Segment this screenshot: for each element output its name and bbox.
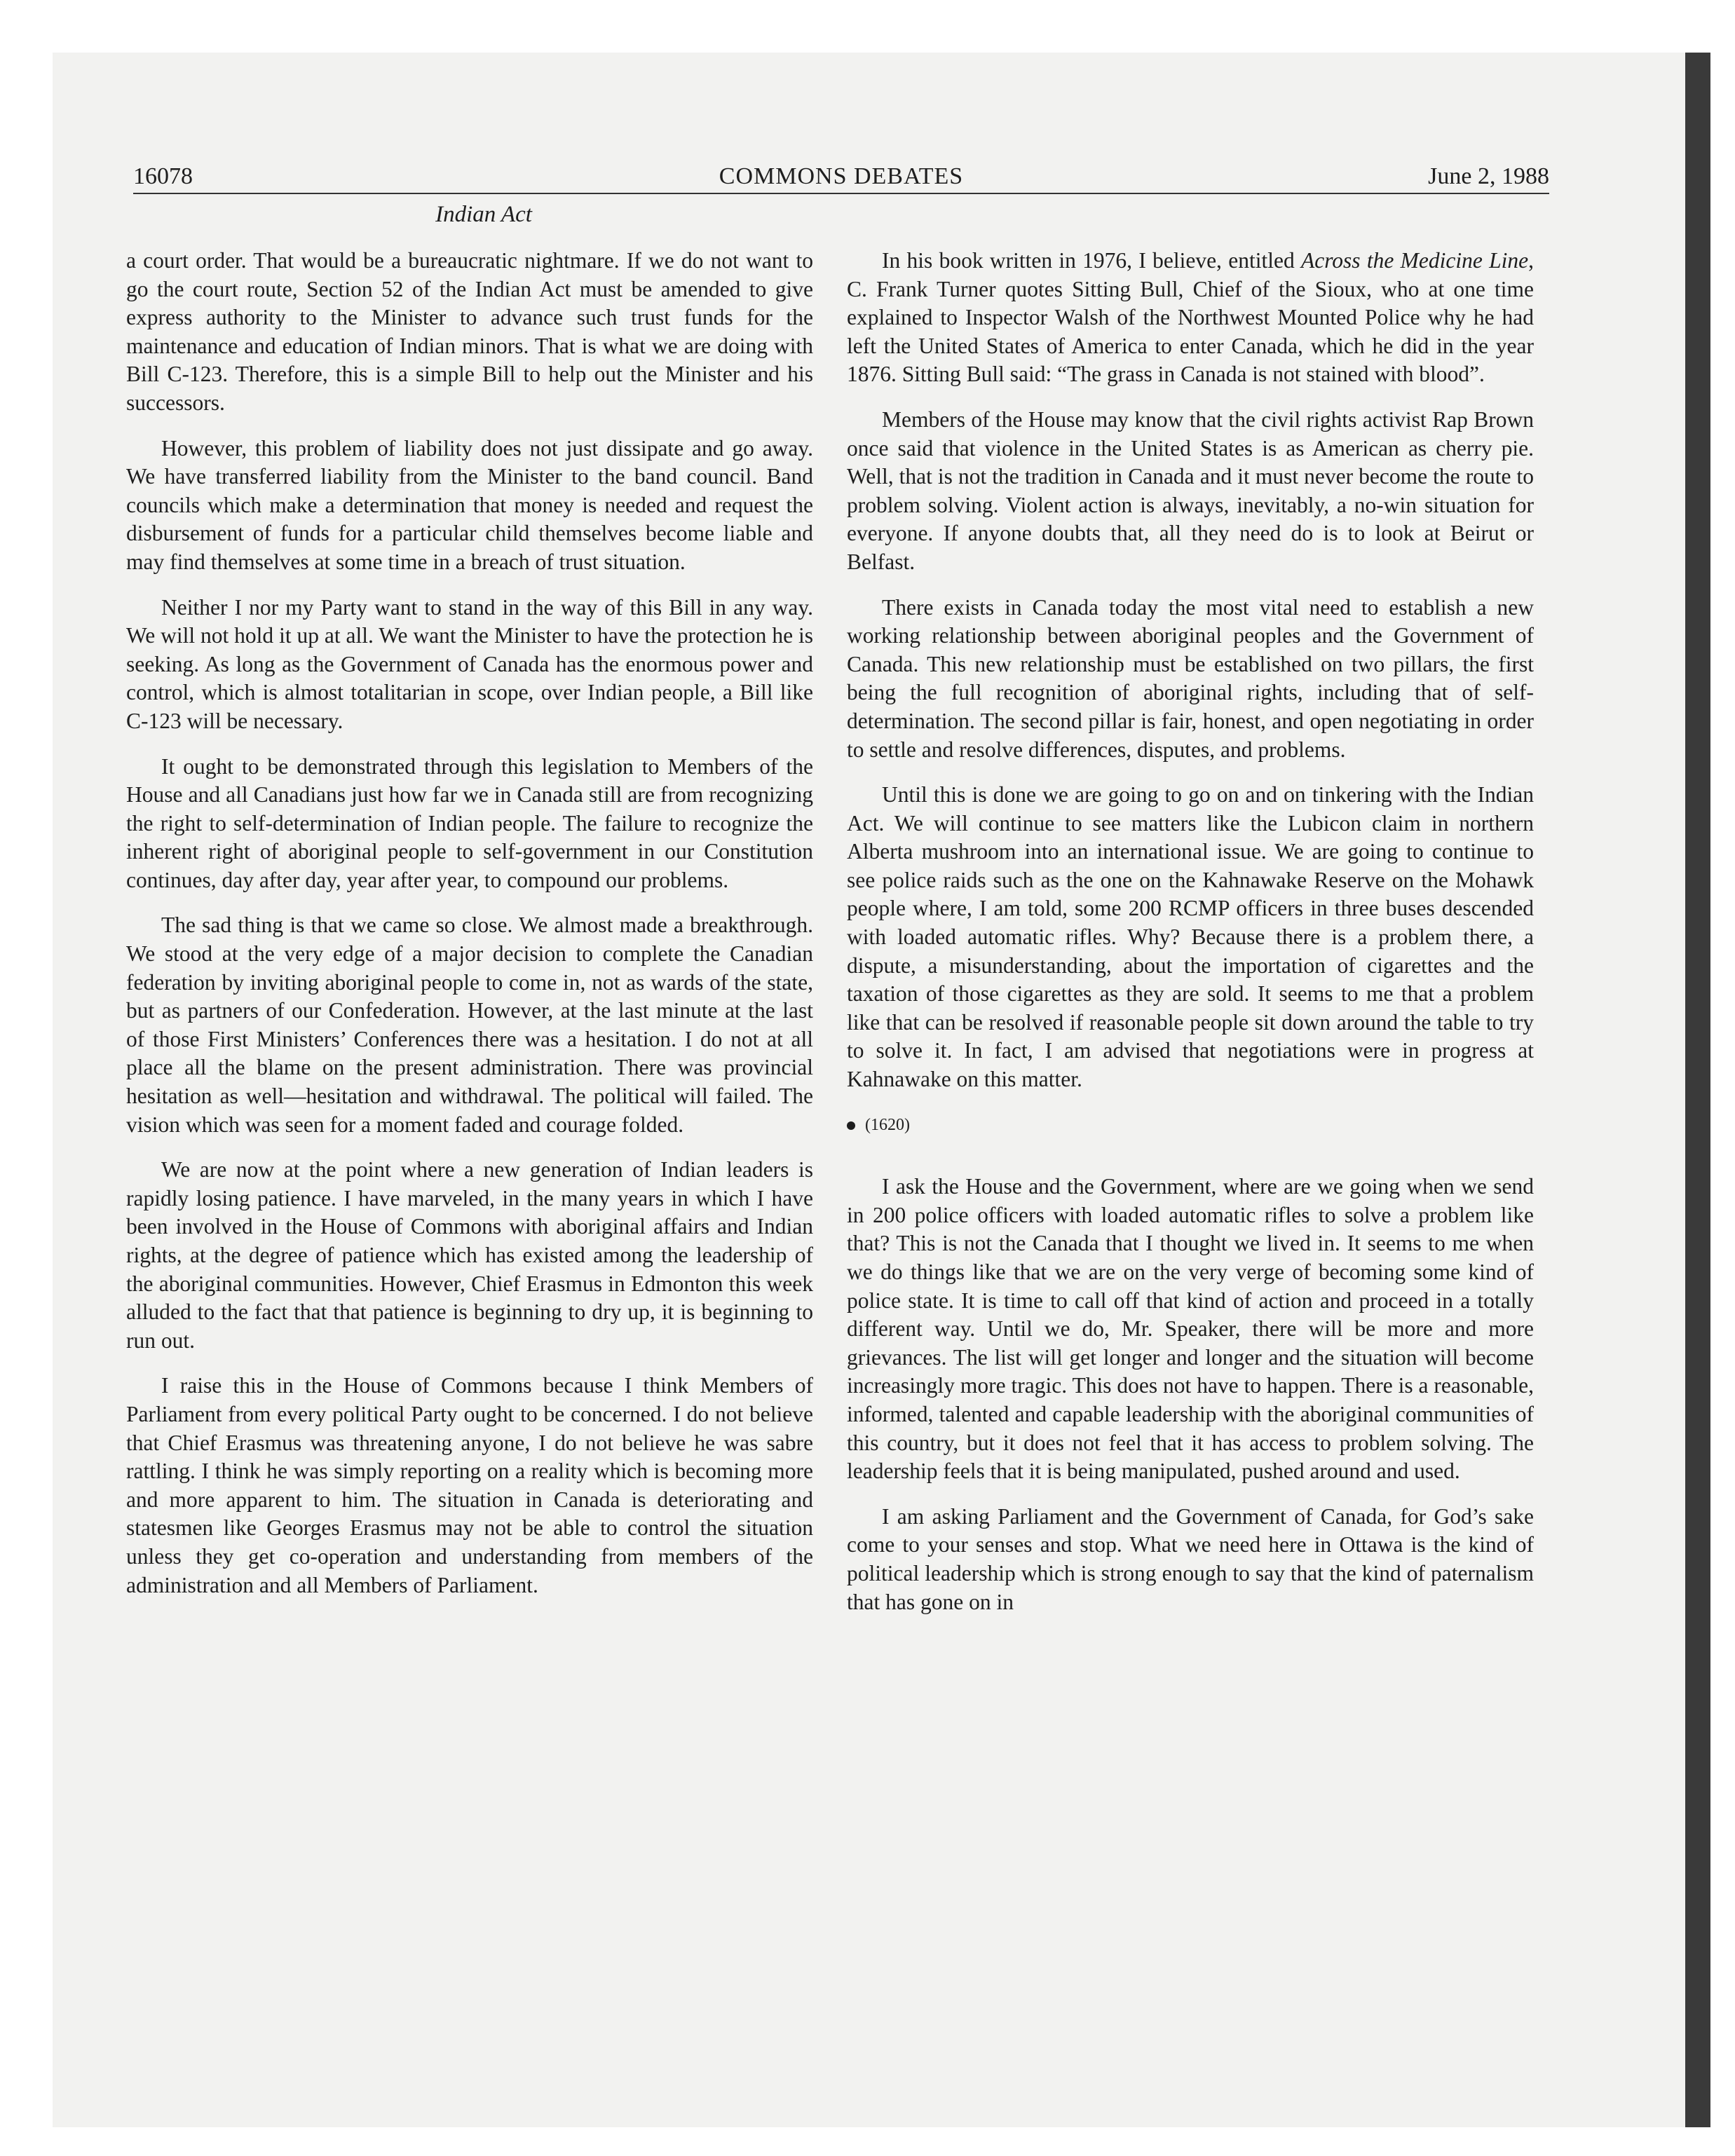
paragraph-text: In his book written in 1976, I believe, entitled <box>882 248 1301 273</box>
paragraph: I raise this in the House of Commons because I think Members of Parliament from every political Party ought to be concerned. I do not believe that Chief Erasmus was threatening anyone, I do not believe he was sabre rattling. I think he was simply reporting on a reality which is becoming more and more apparent to him. The situation in Canada is deteriorating and statesmen like Georges Erasmus may not be able to control the situation unless they get co-operation and understanding from members of the administration and all Members of Parliament. <box>126 1373 813 1597</box>
paragraph: I ask the House and the Government, where are we going when we send in 200 police officers with loaded automatic rifles to solve a problem like that? This is not the Canada that I thought we lived in. It seems to me when we do things like that we are on the very verge of becoming some kind of police state. It is time to call off that kind of action and proceed in a totally different way. Until we do, Mr. Speaker, there will be more and more grievances. The list will get longer and longer and the situation will become increasingly more tragic. This does not have to happen. There is a reasonable, informed, talented and capable leadership with the aboriginal communities of this country, but it does not feel that it has access to problem solving. The leadership feels that it is being manipulated, pushed around and used. <box>847 1174 1534 1484</box>
journal-title: COMMONS DEBATES <box>719 163 964 189</box>
right-column <box>847 247 1534 1633</box>
book-title: Across the Medicine Line <box>1300 248 1529 273</box>
paragraph: Until this is done we are going to go on and on tinkering with the Indian Act. We will continue to see matters like the Lubicon claim in northern Alberta mushroom into an international issue. We are going to continue to see police raids such as the one on the Kahnawake Reserve on the Mohawk people where, I am told, some 200 RCMP officers in three buses descended with loaded automatic rifles. Why? Because there is a problem there, a dispute, a misunderstanding, about the importation of cigarettes and the taxation of those cigarettes as they are sold. It seems to me that a problem like that can be resolved if reasonable people sit down around the table to try to solve it. In fact, I am advised that negotiations were in progress at Kahnawake on this matter. <box>847 782 1534 1092</box>
paragraph: There exists in Canada today the most vital need to establish a new working relationship between aboriginal peoples and the Government of Canada. This new relationship must be established on two pillars, the first being the full recognition of aboriginal rights, including that of self-determination. The second pillar is fair, honest, and open negotiating in order to settle and resolve differences, disputes, and problems. <box>847 594 1534 762</box>
paragraph: I am asking Parliament and the Government of Canada, for God’s sake come to your senses and stop. What we need here in Ottawa is the kind of political leadership which is strong enough to say that the kind of paternalism that has gone on in <box>847 1503 1534 1614</box>
time-marker <box>847 1111 1534 1140</box>
page-number: 16078 <box>133 163 193 189</box>
paragraph: We are now at the point where a new generation of Indian leaders is rapidly losing patience. I have marveled, in the many years in which I have been involved in the House of Commons with aboriginal affairs and Indian rights, at the degree of patience which has existed among the leadership of the aboriginal communities. However, Chief Erasmus in Edmonton this week alluded to the fact that that patience is beginning to dry up, it is beginning to run out. <box>126 1157 813 1353</box>
paragraph-text: , C. Frank Turner quotes Sitting Bull, Chief of the Sioux, who at one time explained to Inspector Walsh of the Northwest Mounted Police why he had left the United States of America to enter Canada, which he did in the year 1876. Sitting Bull said: “The grass in Canada is not stained with blood”. <box>847 248 1534 387</box>
page-header <box>133 151 1549 194</box>
left-column <box>126 247 813 1616</box>
time-marker-text: (1620) <box>865 1115 910 1134</box>
header-date: June 2, 1988 <box>1428 163 1549 189</box>
paragraph: However, this problem of liability does not just dissipate and go away. We have transferred liability from the Minister to the band council. Band councils which make a determination that money is needed and request the disbursement of funds for a particular child themselves become liable and may find themselves at some time in a breach of trust situation. <box>126 435 813 574</box>
scan-edge-bar <box>1685 53 1710 2127</box>
bullet-icon <box>847 1121 855 1130</box>
section-title: Indian Act <box>435 202 532 227</box>
paragraph: The sad thing is that we came so close. We almost made a breakthrough. We stood at the very edge of a major decision to complete the Canadian federation by inviting aboriginal people to come in, not as wards of the state, but as partners of our Confederation. However, at the last minute at the last of those First Ministers’ Conferences there was a hesitation. I do not at all place all the blame on the present administration. There was provincial hesitation as well—hesitation and withdrawal. The political will failed. The vision which was seen for a moment faded and courage folded. <box>126 913 813 1137</box>
paragraph: It ought to be demonstrated through this legislation to Members of the House and all Canadians just how far we in Canada still are from recognizing the right to self-determination of Indian people. The failure to recognize the inherent right of aboriginal people to self-government in our Constitution continues, day after day, year after year, to compound our problems. <box>126 753 813 892</box>
paragraph: a court order. That would be a bureaucratic nightmare. If we do not want to go the court route, Section 52 of the Indian Act must be amended to give express authority to the Minister to advance such trust funds for the maintenance and education of Indian minors. That is what we are doing with Bill C-123. Therefore, this is a simple Bill to help out the Minister and his successors. <box>126 248 813 415</box>
paragraph: Members of the House may know that the civil rights activist Rap Brown once said that violence in the United States is as American as cherry pie. Well, that is not the tradition in Canada and it must never become the route to problem solving. Violent action is always, inevitably, a no-win situation for everyone. If anyone doubts that, all they need do is to look at Beirut or Belfast. <box>847 407 1534 574</box>
paragraph: Neither I nor my Party want to stand in the way of this Bill in any way. We will not hold it up at all. We want the Minister to have the protection he is seeking. As long as the Government of Canada has the enormous power and control, which is almost totalitarian in scope, over Indian people, a Bill like C-123 will be necessary. <box>126 594 813 733</box>
paragraph <box>847 247 1534 389</box>
